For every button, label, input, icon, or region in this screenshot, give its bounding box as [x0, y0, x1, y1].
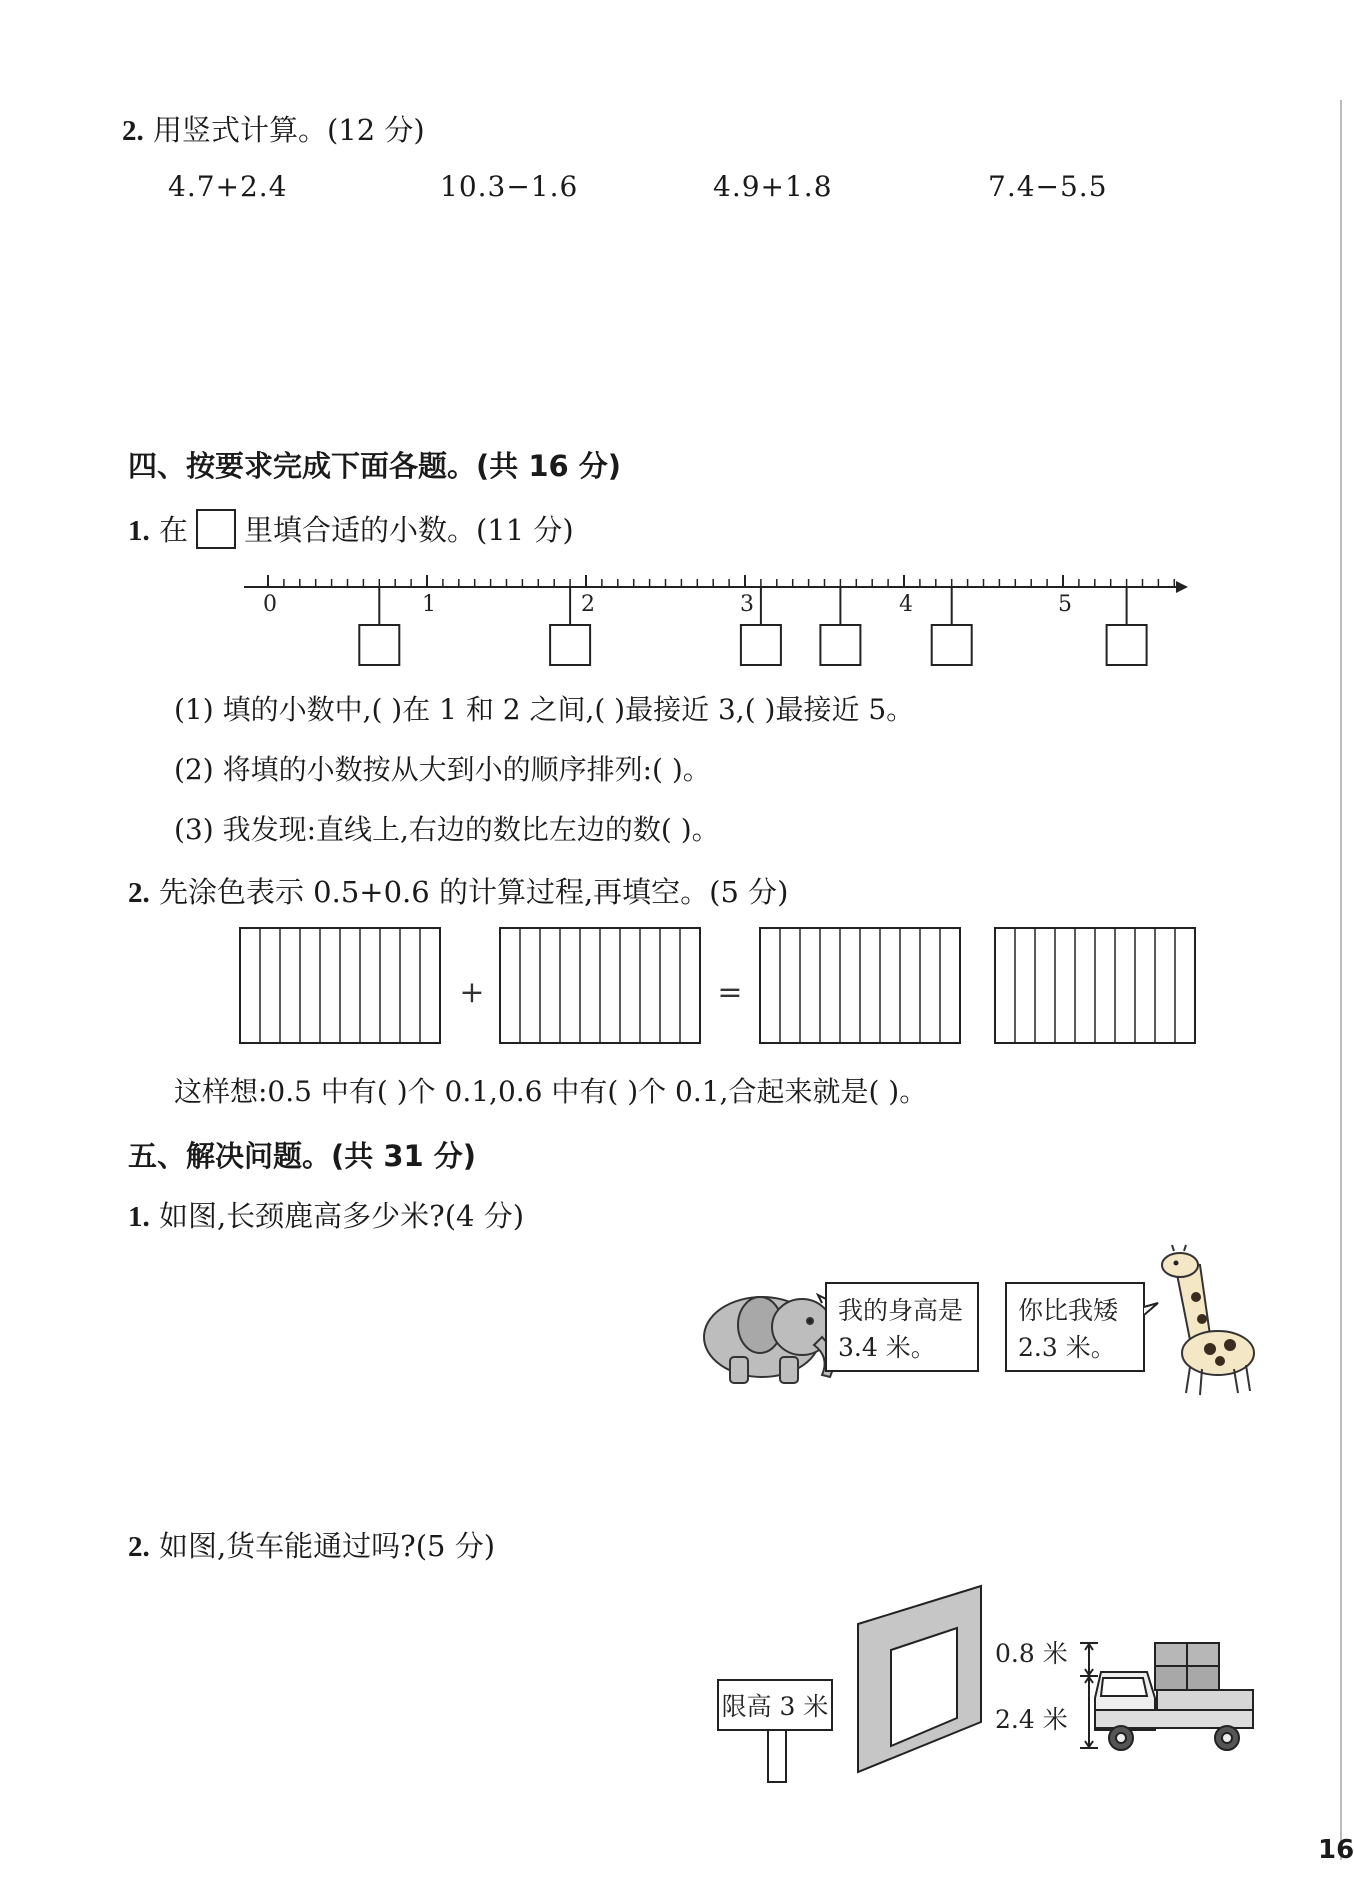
tunnel-gate	[858, 1586, 981, 1772]
truck-icon	[1095, 1643, 1253, 1750]
answer-box	[820, 625, 860, 665]
sign-text: 限高 3 米	[721, 1692, 829, 1721]
q5-1-heading	[128, 1194, 524, 1235]
number-line	[240, 568, 1200, 668]
q5-2-heading	[128, 1524, 495, 1565]
tick-label: 3	[740, 592, 754, 617]
expression-2: 10.3−1.6	[440, 170, 579, 203]
q4-1-pre: 在	[158, 513, 188, 547]
q4-1-heading	[128, 508, 574, 552]
elephant-icon	[704, 1297, 834, 1383]
expression-1: 4.7+2.4	[168, 170, 288, 203]
page-number: 16	[1318, 1835, 1354, 1865]
q4-1-sub2: (2) 将填的小数按从大到小的顺序排列:( )。	[174, 753, 711, 786]
tick-label: 0	[263, 592, 277, 617]
number-line-labels	[263, 592, 1072, 617]
equals-sign: =	[717, 975, 743, 1010]
height-limit-sign	[718, 1680, 832, 1782]
q5-2-number: 2.	[128, 1531, 150, 1563]
bottom-height-label: 2.4 米	[995, 1705, 1068, 1734]
bubble2-line2: 2.3 米。	[1018, 1333, 1116, 1362]
answer-box	[359, 625, 399, 665]
q5-1-number: 1.	[128, 1201, 150, 1233]
section4-title: 四、按要求完成下面各题。(共 16 分)	[128, 449, 622, 483]
strip-diagram	[230, 920, 1210, 1050]
giraffe-icon	[1162, 1245, 1254, 1395]
q4-2-text: 先涂色表示 0.5+0.6 的计算过程,再填空。(5 分)	[158, 875, 789, 909]
speech-bubble-elephant	[818, 1283, 978, 1371]
q4-2-heading	[128, 870, 788, 911]
answer-box	[1107, 625, 1147, 665]
q3-2-text: 用竖式计算。(12 分)	[152, 113, 425, 147]
elephant-giraffe-illustration	[690, 1245, 1275, 1400]
answer-box	[550, 625, 590, 665]
inline-answer-box	[196, 509, 236, 549]
q4-1-sub3: (3) 我发现:直线上,右边的数比左边的数( )。	[174, 813, 720, 846]
bubble1-line2: 3.4 米。	[838, 1333, 936, 1362]
speech-bubble-giraffe	[1006, 1283, 1158, 1371]
q5-1-text: 如图,长颈鹿高多少米?(4 分)	[158, 1199, 525, 1233]
tick-label: 2	[581, 592, 595, 617]
q4-1-post: 里填合适的小数。(11 分)	[243, 513, 574, 547]
q5-2-text: 如图,货车能通过吗?(5 分)	[158, 1529, 496, 1563]
plus-sign: +	[459, 975, 485, 1010]
answer-box	[741, 625, 781, 665]
q4-1-number: 1.	[128, 515, 150, 547]
q4-1-sub1: (1) 填的小数中,( )在 1 和 2 之间,( )最接近 3,( )最接近 5。	[174, 693, 915, 726]
truck-tunnel-illustration	[715, 1580, 1275, 1785]
bubble1-line1: 我的身高是	[838, 1296, 964, 1325]
number-line-arrow	[1176, 581, 1188, 593]
expression-3: 4.9+1.8	[713, 170, 833, 203]
q4-2-think: 这样想:0.5 中有( )个 0.1,0.6 中有( )个 0.1,合起来就是( )。	[174, 1075, 928, 1108]
tick-label: 4	[899, 592, 913, 617]
top-height-label: 0.8 米	[995, 1639, 1068, 1668]
tick-label: 1	[422, 592, 436, 617]
number-line-ticks	[244, 575, 1188, 593]
bubble2-line1: 你比我矮	[1018, 1296, 1119, 1325]
section5-title: 五、解决问题。(共 31 分)	[128, 1139, 477, 1173]
q3-2-heading	[122, 108, 425, 149]
q3-2-number: 2.	[122, 115, 144, 147]
answer-box	[932, 625, 972, 665]
expression-4: 7.4−5.5	[988, 170, 1108, 203]
q4-2-number: 2.	[128, 877, 150, 909]
tick-label: 5	[1058, 592, 1072, 617]
page-edge-rail	[1340, 100, 1350, 1860]
